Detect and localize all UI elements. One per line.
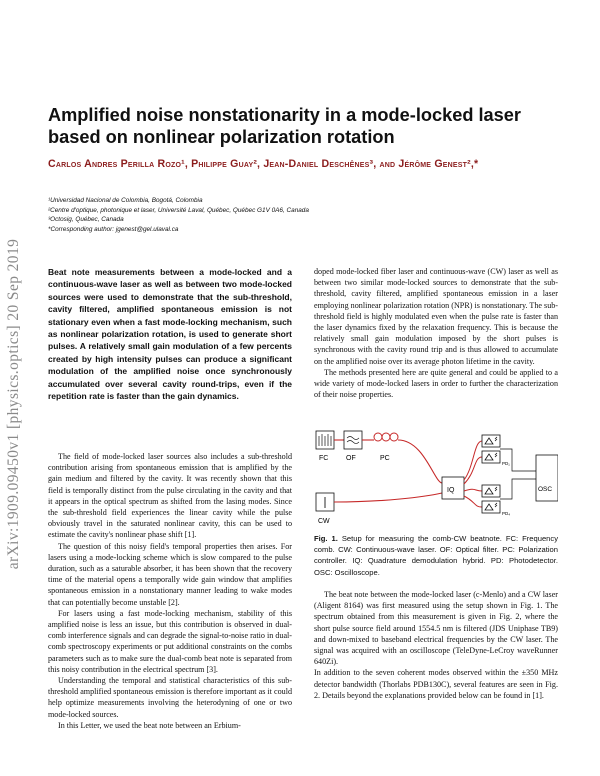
figure-1-setup-diagram bbox=[314, 427, 558, 531]
setup-diagram bbox=[314, 427, 558, 531]
osc-label: OSC bbox=[538, 486, 553, 493]
optical-filter-box bbox=[344, 431, 362, 449]
affiliations bbox=[48, 196, 568, 234]
paragraph: The beat note between the mode-locked laser (c-Menlo) and a CW laser (Aligent 8164) was first measured using the setup shown in Fig. 1. The spectrum obtained from this measurement is given in Fig. 2, where the short pulse source field around 1554.5 nm is filtered (JDS Uniphase TB9) and down-mixed to baseband electrical frequencies by the CW laser. The signal was acquired with an oscilloscope (TeleDyne-LeCroy waveRunner 640Zi). bbox=[314, 590, 558, 667]
left-column-body bbox=[48, 451, 292, 731]
paper-title: Amplified noise nonstationarity in a mode-locked laser based on nonlinear polarization rotation bbox=[48, 105, 521, 147]
abstract: Beat note measurements between a mode-locked and a continuous-wave laser as well as between two mode-locked sources were used to demonstrate that the sub-threshold, cavity filtered, amplified spontaneous emission is not stationary even when a fast mode-locking mechanism, such as nonlinear polarization rotation, is used to generate short pulses. A relatively small gain modulation of a few percents created by high intensity pulses can produce a significant modulation of the amplified noise once synchronously accumulated over several cavity round-trips, even if the repetition rate is faster than the gain dynamics. bbox=[48, 267, 292, 402]
pd1-label: PD₁ bbox=[502, 461, 510, 466]
photodetector-group-1 bbox=[482, 435, 500, 463]
cw-label: CW bbox=[318, 518, 330, 525]
paragraph: doped mode-locked fiber laser and continuous-wave (CW) laser as well as between two similar mode-locked sources to demonstrate that the sub-threshold, cavity filtered, amplified spontaneous emission in a laser employing nonlinear polarization rotation (NPR) is nonstationary. The sub-threshold field is highly modulated even when the pulse rate is faster than the laser dynamics fixed by the relaxation frequency. This is because the relatively small gain modulation imposed by the short pulses is synchronous with the cavity round trip and is thus allowed to accumulate on the amplified noise over its average photon lifetime in the cavity. bbox=[314, 267, 558, 366]
figure-caption bbox=[314, 533, 558, 578]
fc-label: FC bbox=[319, 455, 329, 462]
paragraph: In this Letter, we used the beat note between an Erbium- bbox=[58, 720, 241, 730]
caption-label: Fig. 1. bbox=[314, 534, 338, 543]
arxiv-stamp: arXiv:1909.09450v1 [physics.optics] 20 Sep 2019 bbox=[5, 238, 22, 570]
pd4-label: PD₄ bbox=[502, 511, 511, 516]
right-column-bottom bbox=[314, 589, 558, 701]
caption-text: Setup for measuring the comb-CW beatnote. FC: Frequency comb. CW: Continuous-wave laser. OF: Optical filter. PC: Polarization controller. IQ: Quadrature demodulation hybrid. PD: Photodetector. OSC: Oscilloscope. bbox=[314, 534, 558, 577]
paragraph: For lasers using a fast mode-locking mechanism, stability of this amplified noise is less an issue, but this contribution is observed in dual-comb interference signals and can degrade the signal-to-noise ratio in dual-comb spectroscopy experiments or put additional constraints on the combs parameters such as to make sure the dual-comb beat note is separated from this noisy contribution in the electrical spectrum [3]. bbox=[48, 608, 292, 674]
corresponding-author: *Corresponding author: jgenest@gel.ulaval.ca bbox=[48, 225, 179, 233]
iq-label: IQ bbox=[447, 487, 455, 494]
affiliation-1: ¹Universidad Nacional de Colombia, Bogotá, Colombia bbox=[48, 197, 203, 204]
paragraph: In addition to the seven coherent modes observed within the ±350 MHz detector bandwidth (Thorlabs PDB130C), several features are seen in Fig. 2. Details beyond the explanations provided below can be found in [1]. bbox=[314, 668, 558, 700]
of-label: OF bbox=[346, 455, 356, 462]
affiliation-3: ³Octosig, Québec, Canada bbox=[48, 216, 124, 224]
comb-lines-icon bbox=[319, 434, 331, 446]
polarization-controller-icon bbox=[374, 433, 398, 441]
paragraph: The methods presented here are quite general and could be applied to a wide variety of mode-locked lasers in order to further the characterization of their noise properties. bbox=[314, 367, 558, 400]
oscilloscope-box bbox=[536, 455, 558, 501]
filter-icon bbox=[347, 437, 359, 444]
affiliation-2: ²Centre d'optique, photonique et laser, Université Laval, Québec, Québec G1V 0A6, Canada bbox=[48, 206, 309, 214]
paragraph: Understanding the temporal and statistical characteristics of this sub-threshold amplified spontaneous emission is therefore important as it could help optimize measurements involving the heterodyning of one or two mode-locked sources. bbox=[48, 676, 292, 719]
photodetector-group-2 bbox=[482, 485, 500, 513]
pc-label: PC bbox=[380, 455, 390, 462]
author-list: Carlos Andres Perilla Rozo¹, Philippe Guay², Jean-Daniel Deschênes³, and Jérôme Genest²,* bbox=[48, 158, 479, 170]
right-column-top bbox=[314, 266, 558, 400]
paragraph: The question of this noisy field's temporal properties then arises. For lasers using a mode-locking scheme which is slow compared to the pulse duration, such as a saturable absorber, it has been shown that the recovery time of the material opens a temporally wide gain window that amplifies spontaneous emission in a nonstationary manner leading to wake modes that can potentially become unstable [2]. bbox=[48, 541, 292, 607]
paragraph: The field of mode-locked laser sources also includes a sub-threshold contribution arising from spontaneous emission that is amplified by the gain medium and filtered by the cavity. It was recently shown that this field is temporally distinct from the pulse circulating in the cavity and that it appears in the optical spectrum as shifted from the lasing modes. Since the sub-threshold field experiences the linear cavity while the pulse obviously travel in the saturated nonlinear cavity, this can be used to estimate the cavity's nonlinear phase shift [1]. bbox=[48, 452, 292, 540]
